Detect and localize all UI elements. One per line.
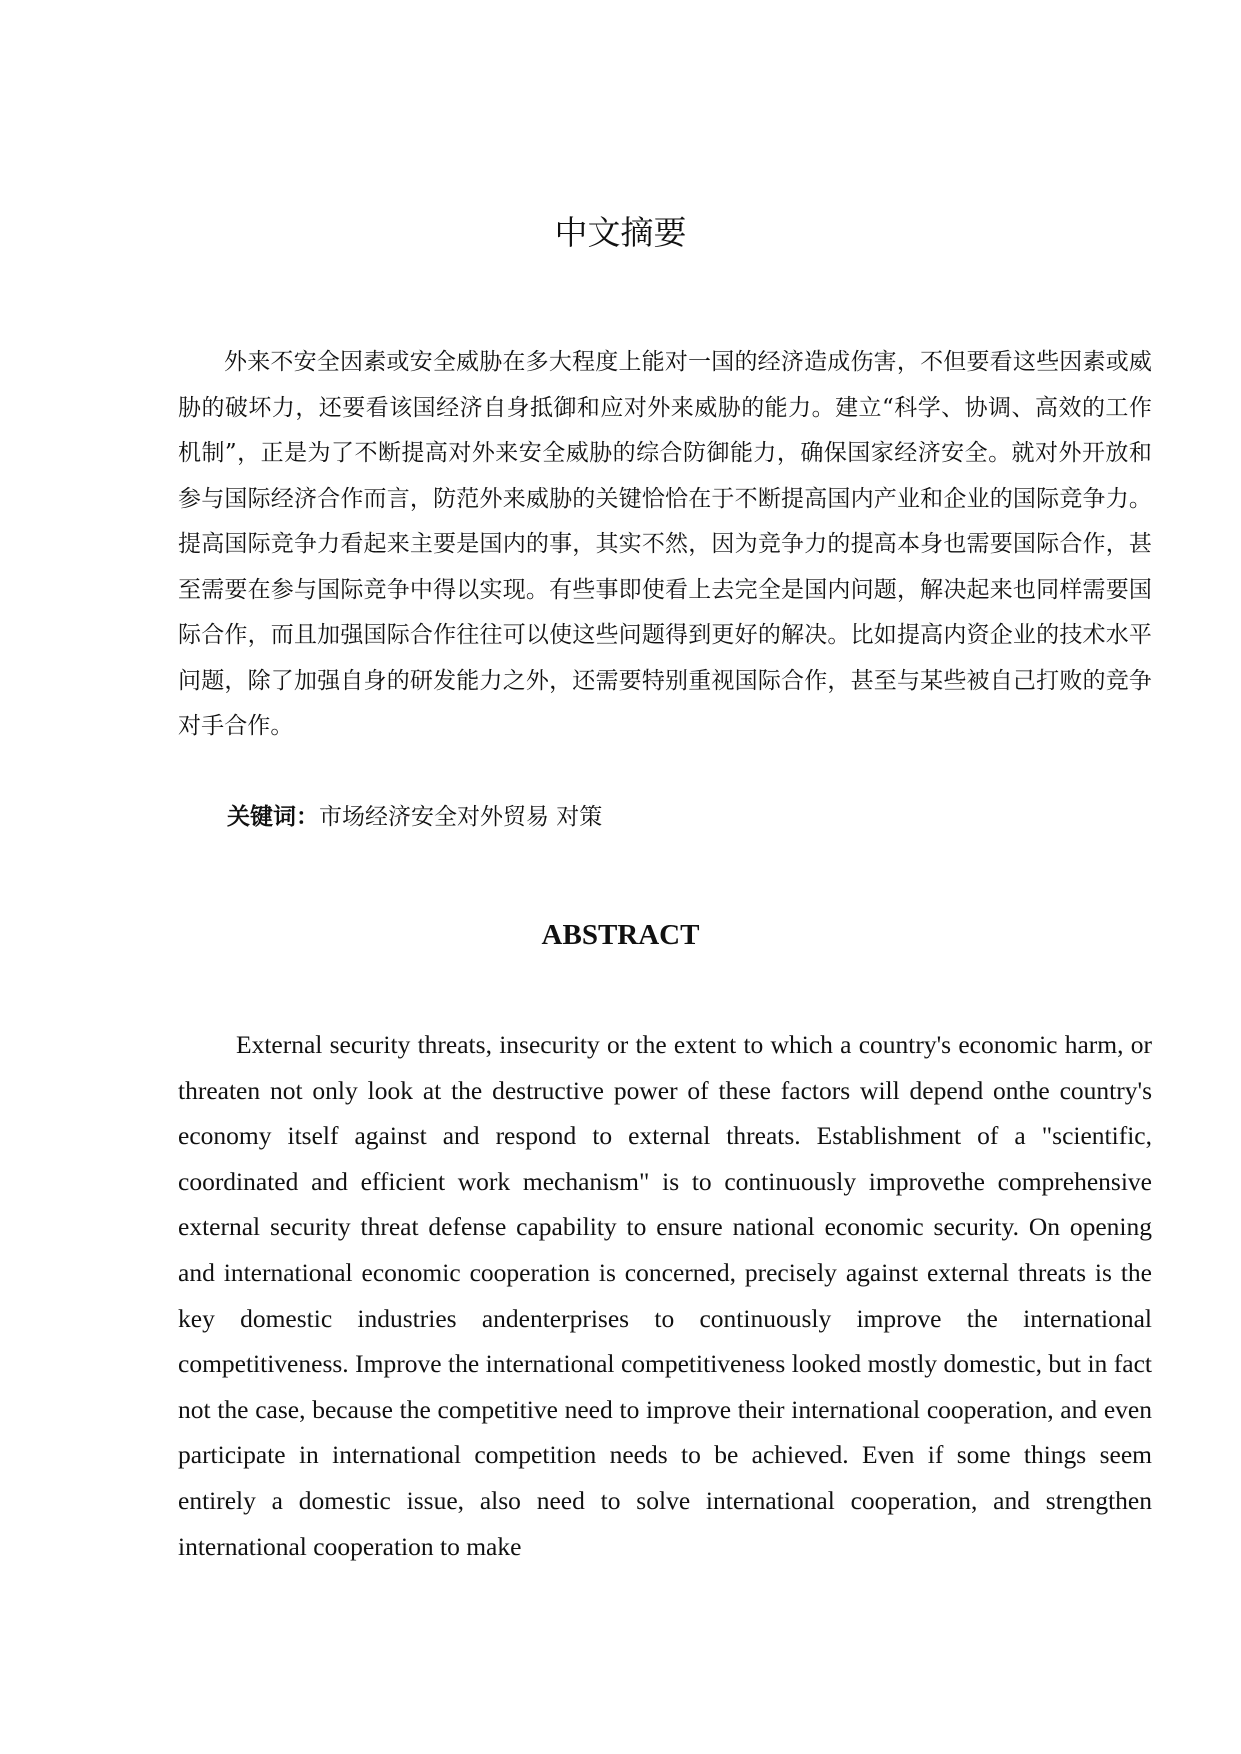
english-abstract-title: ABSTRACT: [541, 919, 700, 951]
keywords-value: 市场经济安全对外贸易 对策: [319, 804, 603, 830]
chinese-abstract-body: 外来不安全因素或安全威胁在多大程度上能对一国的经济造成伤害，不但要看这些因素或威胁的破坏力，还要看该国经济自身抵御和应对外来威胁的能力。建立“科学、协调、高效的工作机制”，正是为了不断提高对外来安全威胁的综合防御能力，确保国家经济安全。就对外开放和参与国际经济合作而言，防范外来威胁的关键恰恰在于不断提高国内产业和企业的国际竞争力。提高国际竞争力看起来主要是国内的事，其实不然，因为竞争力的提高本身也需要国际合作，甚至需要在参与国际竞争中得以实现。有些事即使看上去完全是国内问题，解决起来也同样需要国际合作，而且加强国际合作往往可以使这些问题得到更好的解决。比如提高内资企业的技术水平问题，除了加强自身的研发能力之外，还需要特别重视国际合作，甚至与某些被自己打败的竞争对手合作。: [178, 349, 1152, 739]
chinese-abstract-title: 中文摘要: [554, 213, 687, 252]
english-abstract-body: External security threats, insecurity or the extent to which a country's economic harm, or threaten not only look at the destructive power of these factors will depend onthe country's economy itself against and respond to external threats. Establishment of a "scientific, coordinated and efficient work mechanism" is to continuously improvethe comprehensive external security threat defense capability to ensure national economic security. On opening and international economic cooperation is concerned, precisely against external threats is the key domestic industries andenterprises to continuously improve the international competitiveness. Improve the international competitiveness looked mostly domestic, but in fact not the case, because the competitive need to improve their international cooperation, and even participate in international competition needs to be achieved. Even if some things seem entirely a domestic issue, also need to solve international cooperation, and strengthen international cooperation to make: [178, 1030, 1152, 1561]
keywords-label: 关键词：: [227, 804, 319, 830]
chinese-keywords: [227, 799, 1127, 835]
